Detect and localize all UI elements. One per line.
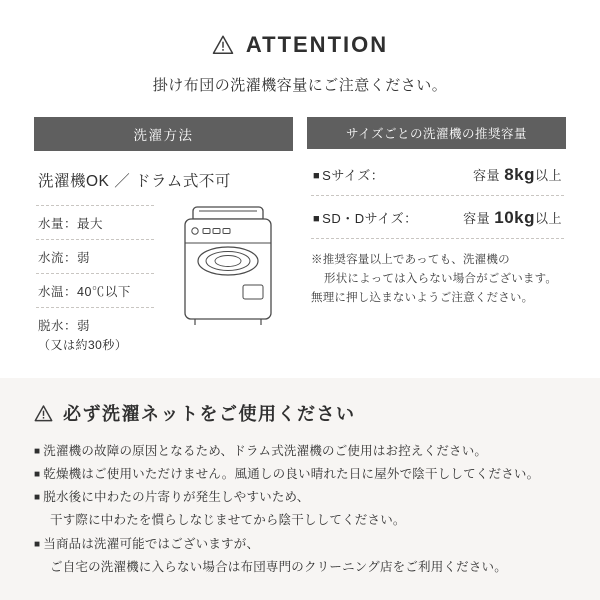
divider <box>36 205 154 206</box>
divider <box>311 195 564 196</box>
capacity-label <box>313 208 418 227</box>
laundry-net-section <box>0 378 600 600</box>
note-line: 形状によっては入らない場合がございます。 <box>324 272 558 285</box>
capacity-note <box>311 251 564 308</box>
spec-label: 脱水：弱 <box>38 319 91 333</box>
spec-item <box>36 316 291 360</box>
square-bullet-icon: ■ <box>313 213 321 225</box>
attention-header <box>34 32 566 58</box>
bullet-line: 干す際に中わたを慣らしなじませてから陰干ししてください。 <box>50 513 406 528</box>
capacity-panel <box>307 117 566 366</box>
bullet-item <box>34 440 566 463</box>
capacity-size-label: SD・Dサイズ： <box>322 211 418 226</box>
capacity-amount: 8kg <box>504 165 535 184</box>
note-line: ※推奨容量以上であっても、洗濯機の <box>311 254 510 266</box>
bullet-line: 当商品は洗濯可能ではございますが、 <box>43 536 260 551</box>
capacity-size-label: Sサイズ： <box>322 168 385 183</box>
capacity-suffix: 以上 <box>534 211 562 226</box>
capacity-prefix: 容量 <box>473 168 501 183</box>
capacity-row <box>311 208 564 238</box>
square-bullet-icon: ■ <box>34 469 41 481</box>
spec-item: 水流：弱 <box>38 251 91 265</box>
capacity-amount: 10kg <box>494 208 535 227</box>
warning-triangle-icon <box>34 404 53 423</box>
square-bullet-icon: ■ <box>34 446 41 457</box>
panels <box>34 117 566 366</box>
spec-item: 水量：最大 <box>38 217 104 231</box>
capacity-heading: サイズごとの洗濯機の推奨容量 <box>307 117 566 149</box>
bullet-item <box>34 486 566 532</box>
lead-text: 掛け布団の洗濯機容量にご注意ください。 <box>152 77 448 94</box>
capacity-label <box>313 165 384 184</box>
spec-sublabel: （又は約30秒） <box>38 338 128 352</box>
bullet-line: 脱水後に中わたの片寄りが発生しやすいため、 <box>43 490 310 505</box>
laundry-net-title: 必ず洗濯ネットをご使用ください <box>63 404 356 424</box>
note-line: 無理に押し込まないようご注意ください。 <box>311 291 534 304</box>
page-title: ATTENTION <box>245 32 389 57</box>
bullet-line: 洗濯機の故障の原因となるため、ドラム式洗濯機のご使用はお控えください。 <box>43 444 488 458</box>
spec-item: 水温：40℃以下 <box>38 285 131 299</box>
divider <box>311 238 564 239</box>
laundry-net-bullets <box>34 440 566 579</box>
square-bullet-icon: ■ <box>313 170 321 182</box>
divider <box>36 307 154 308</box>
spec-list <box>36 205 291 360</box>
capacity-prefix: 容量 <box>463 211 491 226</box>
wash-ok-line: 洗濯機OK ／ ドラム式不可 <box>38 173 231 190</box>
capacity-body <box>307 149 566 308</box>
divider <box>36 273 154 274</box>
capacity-suffix: 以上 <box>534 168 562 183</box>
washing-method-panel <box>34 117 293 366</box>
divider <box>36 239 154 240</box>
square-bullet-icon: ■ <box>34 492 41 504</box>
washing-method-body <box>34 151 293 366</box>
square-bullet-icon: ■ <box>34 538 41 550</box>
bullet-item <box>34 463 566 486</box>
capacity-row <box>311 165 564 195</box>
washing-method-heading: 洗濯方法 <box>34 117 293 151</box>
bullet-line: ご自宅の洗濯機に入らない場合は布団専門のクリーニング店をご利用ください。 <box>50 559 507 574</box>
warning-triangle-icon <box>212 34 234 56</box>
capacity-value <box>463 208 562 228</box>
bullet-item <box>34 533 566 579</box>
bullet-line: 乾燥機はご使用いただけません。風通しの良い晴れた日に屋外で陰干ししてください。 <box>43 467 540 482</box>
capacity-value <box>473 165 562 185</box>
laundry-net-header <box>34 400 566 426</box>
